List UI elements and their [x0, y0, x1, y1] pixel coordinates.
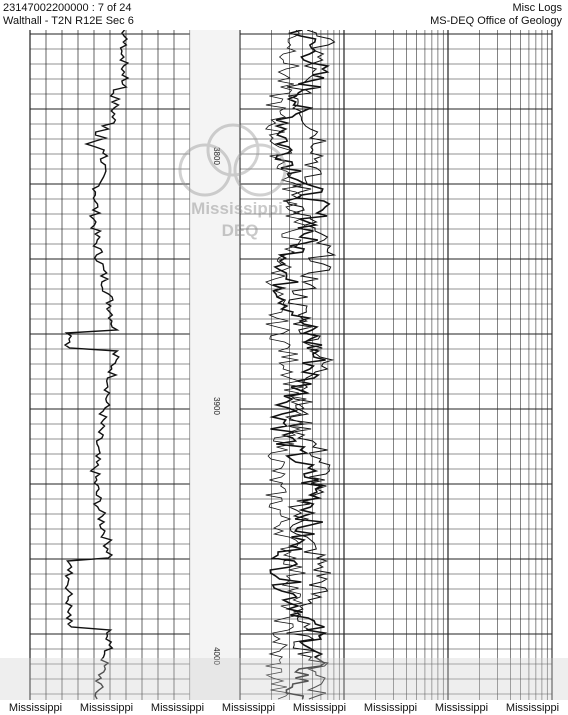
well-log-image: [0, 30, 568, 700]
watermark-ring-right: [235, 145, 285, 195]
left-track-grid: [30, 30, 190, 700]
depth-track: [190, 30, 240, 700]
location-label: Walthall - T2N R12E Sec 6: [3, 15, 134, 27]
footer-item: Mississippi: [79, 701, 134, 714]
resistivity-deep-curve: [270, 30, 329, 699]
sp-curve: [65, 30, 128, 699]
well-id-label: 23147002200000 : 7 of 24: [3, 2, 132, 14]
footer-item: Mississippi: [221, 701, 276, 714]
footer-watermark-strip: [0, 700, 568, 715]
footer-item: Mississippi: [8, 701, 63, 714]
footer-item: Mississippi: [363, 701, 418, 714]
watermark-line2: DEQ: [221, 221, 259, 240]
depth-label: 3900: [212, 397, 221, 415]
depth-track-background: [190, 30, 240, 700]
footer-item: Mississippi: [292, 701, 347, 714]
depth-label: 3800: [212, 147, 221, 165]
bottom-shaded-band: [0, 658, 568, 700]
watermark-line1: Mississippi: [191, 199, 283, 218]
footer-item: Mississippi: [434, 701, 489, 714]
footer-item: Mississippi: [505, 701, 560, 714]
log-type-label: Misc Logs: [512, 2, 562, 14]
footer-item: Mississippi: [150, 701, 205, 714]
depth-label: 4000: [212, 647, 221, 665]
agency-label: MS-DEQ Office of Geology: [430, 15, 562, 27]
